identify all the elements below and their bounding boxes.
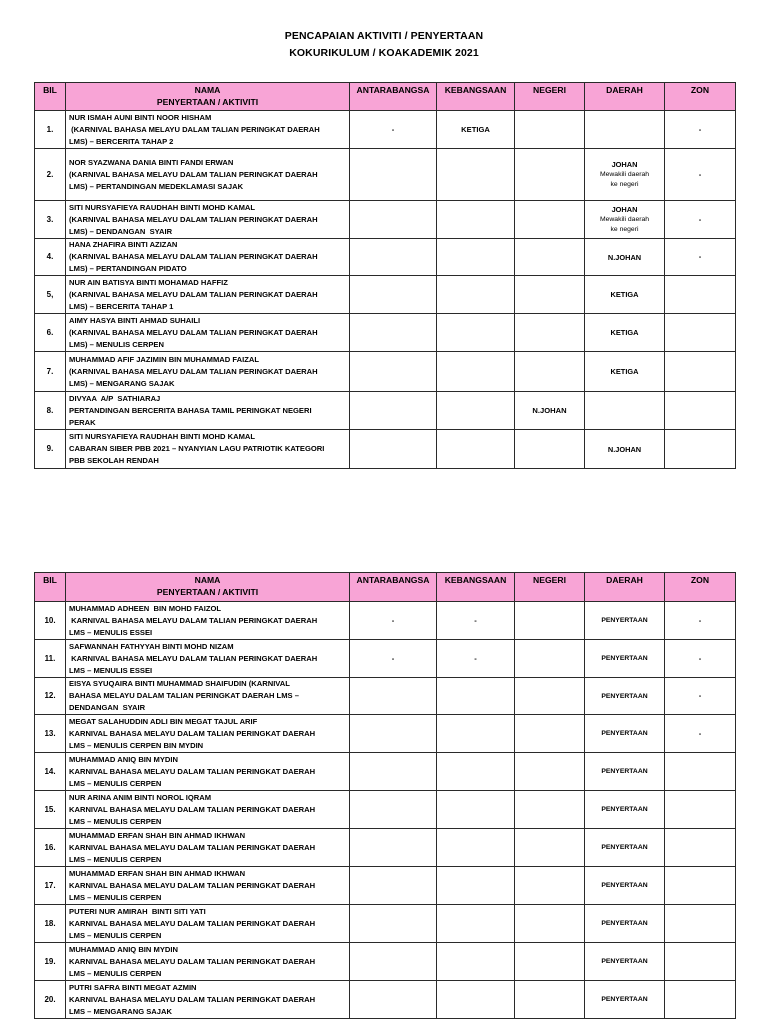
cell-antarabangsa xyxy=(350,829,437,867)
participant-line: HANA ZHAFIRA BINTI AZIZAN xyxy=(69,240,178,249)
cell-participant xyxy=(66,392,350,430)
participant-line: LMS – MENULIS CERPEN xyxy=(69,854,162,864)
table-row xyxy=(35,640,736,678)
column-header-zon: ZON xyxy=(665,573,736,602)
cell-participant xyxy=(66,602,350,640)
cell-negeri xyxy=(515,905,585,943)
cell-participant xyxy=(66,678,350,715)
participant-line: (KARNIVAL BAHASA MELAYU DALAM TALIAN PERINGKAT DAERAH xyxy=(69,124,320,134)
daerah-result: N.JOHAN xyxy=(607,252,642,262)
cell-bil: 17. xyxy=(35,867,66,905)
cell-negeri xyxy=(515,829,585,867)
participant-line: MUHAMMAD AFIF JAZIMIN BIN MUHAMMAD FAIZAL xyxy=(69,354,259,364)
cell-antarabangsa xyxy=(350,352,437,392)
daerah-note: ke negeri xyxy=(610,181,639,188)
cell-bil: 2. xyxy=(35,149,66,201)
cell-antarabangsa: - xyxy=(350,111,437,149)
cell-kebangsaan xyxy=(437,430,515,469)
cell-participant xyxy=(66,352,350,392)
participant-line: LMS) – BERCERITA TAHAP 2 xyxy=(69,136,174,146)
cell-bil: 7. xyxy=(35,352,66,392)
cell-bil: 1. xyxy=(35,111,66,149)
participant-line: (KARNIVAL BAHASA MELAYU DALAM TALIAN PERINGKAT DAERAH xyxy=(69,366,318,376)
column-header-nama xyxy=(66,83,350,111)
cell-kebangsaan xyxy=(437,239,515,276)
cell-zon xyxy=(665,943,736,981)
participant-line: (KARNIVAL BAHASA MELAYU DALAM TALIAN PERINGKAT DAERAH xyxy=(69,289,318,299)
cell-zon: - xyxy=(665,149,736,201)
cell-bil: 5, xyxy=(35,276,66,314)
participant-line: LMS – MENULIS ESSEI xyxy=(69,627,153,637)
cell-negeri xyxy=(515,276,585,314)
daerah-result: PENYERTAAN xyxy=(601,806,648,813)
participant-line: MUHAMMAD ANIQ BIN MYDIN xyxy=(69,944,178,954)
participant-line: KARNIVAL BAHASA MELAYU DALAM TALIAN PERINGKAT DAERAH xyxy=(69,653,318,663)
cell-antarabangsa xyxy=(350,981,437,1019)
cell-zon xyxy=(665,981,736,1019)
cell-negeri xyxy=(515,715,585,753)
column-header-nama xyxy=(66,573,350,602)
participant-line: (KARNIVAL BAHASA MELAYU DALAM TALIAN PERINGKAT DAERAH xyxy=(69,252,318,261)
cell-daerah xyxy=(585,640,665,678)
cell-antarabangsa xyxy=(350,715,437,753)
cell-antarabangsa xyxy=(350,905,437,943)
daerah-note: Mewakili daerah xyxy=(599,171,650,178)
participant-line: NUR AIN BATISYA BINTI MOHAMAD HAFFIZ xyxy=(69,277,228,287)
participant-line: KARNIVAL BAHASA MELAYU DALAM TALIAN PERINGKAT DAERAH xyxy=(69,880,316,890)
cell-daerah xyxy=(585,352,665,392)
cell-participant xyxy=(66,276,350,314)
cell-kebangsaan xyxy=(437,352,515,392)
cell-bil: 9. xyxy=(35,430,66,469)
participant-line: LMS – MENGARANG SAJAK xyxy=(69,1006,172,1016)
cell-negeri xyxy=(515,753,585,791)
cell-participant xyxy=(66,239,350,276)
table-row xyxy=(35,943,736,981)
participant-line: LMS) – MENGARANG SAJAK xyxy=(69,378,175,388)
document-title-line-2: KOKURIKULUM / KOAKADEMIK 2021 xyxy=(289,47,479,59)
cell-bil: 15. xyxy=(35,791,66,829)
participant-line: KARNIVAL BAHASA MELAYU DALAM TALIAN PERINGKAT DAERAH xyxy=(69,956,316,966)
cell-antarabangsa: - xyxy=(350,602,437,640)
participant-line: NUR ISMAH AUNI BINTI NOOR HISHAM xyxy=(69,112,212,122)
cell-participant xyxy=(66,981,350,1019)
cell-daerah xyxy=(585,239,665,276)
cell-antarabangsa xyxy=(350,943,437,981)
cell-kebangsaan xyxy=(437,715,515,753)
cell-bil: 4. xyxy=(35,239,66,276)
participant-line: LMS – MENULIS CERPEN xyxy=(69,930,162,940)
cell-bil: 14. xyxy=(35,753,66,791)
cell-daerah xyxy=(585,829,665,867)
participant-line: LMS – MENULIS CERPEN BIN MYDIN xyxy=(69,740,204,750)
cell-kebangsaan xyxy=(437,905,515,943)
cell-negeri xyxy=(515,640,585,678)
participant-line: PUTERI NUR AMIRAH BINTI SITI YATI xyxy=(69,906,206,916)
column-header-daerah: DAERAH xyxy=(585,83,665,111)
participant-line: KARNIVAL BAHASA MELAYU DALAM TALIAN PERINGKAT DAERAH xyxy=(69,804,316,814)
cell-participant xyxy=(66,149,350,201)
daerah-result: JOHAN xyxy=(611,205,638,214)
cell-negeri xyxy=(515,430,585,469)
cell-negeri xyxy=(515,352,585,392)
cell-daerah xyxy=(585,715,665,753)
cell-antarabangsa xyxy=(350,753,437,791)
column-header-nama-line-2: PENYERTAAN / AKTIVITI xyxy=(156,587,259,597)
participant-line: LMS) – PERTANDINGAN MEDEKLAMASI SAJAK xyxy=(69,181,244,191)
daerah-result: PENYERTAAN xyxy=(601,768,648,775)
cell-zon xyxy=(665,276,736,314)
participant-line: LMS – MENULIS CERPEN xyxy=(69,968,162,978)
participant-line: AIMY HASYA BINTI AHMAD SUHAILI xyxy=(69,315,201,325)
table-row xyxy=(35,867,736,905)
participant-line: LMS) – BERCERITA TAHAP 1 xyxy=(69,301,174,311)
participant-line: NUR ARINA ANIM BINTI NOROL IQRAM xyxy=(69,792,212,802)
daerah-result: PENYERTAAN xyxy=(601,692,648,700)
table-row xyxy=(35,352,736,392)
cell-daerah xyxy=(585,791,665,829)
participant-line: KARNIVAL BAHASA MELAYU DALAM TALIAN PERINGKAT DAERAH xyxy=(69,842,316,852)
table-row xyxy=(35,678,736,715)
cell-antarabangsa xyxy=(350,867,437,905)
cell-antarabangsa xyxy=(350,149,437,201)
cell-antarabangsa xyxy=(350,430,437,469)
table-row xyxy=(35,753,736,791)
participant-line: LMS) – PERTANDINGAN PIDATO xyxy=(69,264,187,273)
cell-kebangsaan xyxy=(437,829,515,867)
cell-negeri xyxy=(515,314,585,352)
cell-zon: - xyxy=(665,239,736,276)
participant-line: BAHASA MELAYU DALAM TALIAN PERINGKAT DAERAH LMS – xyxy=(69,691,299,700)
table-row xyxy=(35,905,736,943)
participant-line: LMS – MENULIS CERPEN xyxy=(69,816,162,826)
cell-negeri xyxy=(515,111,585,149)
cell-kebangsaan xyxy=(437,314,515,352)
cell-daerah xyxy=(585,678,665,715)
document-title xyxy=(0,28,768,62)
cell-kebangsaan xyxy=(437,867,515,905)
cell-kebangsaan xyxy=(437,981,515,1019)
participant-line: LMS – MENULIS CERPEN xyxy=(69,778,162,788)
cell-antarabangsa xyxy=(350,314,437,352)
table-row xyxy=(35,602,736,640)
achievement-table-2 xyxy=(34,572,736,1019)
cell-negeri xyxy=(515,201,585,239)
document-title-line-1: PENCAPAIAN AKTIVITI / PENYERTAAN xyxy=(284,30,484,42)
cell-zon xyxy=(665,905,736,943)
cell-kebangsaan xyxy=(437,201,515,239)
participant-line: MUHAMMAD ERFAN SHAH BIN AHMAD IKHWAN xyxy=(69,830,246,840)
cell-bil: 6. xyxy=(35,314,66,352)
cell-kebangsaan xyxy=(437,276,515,314)
cell-participant xyxy=(66,943,350,981)
column-header-antarabangsa: ANTARABANGSA xyxy=(350,573,437,602)
daerah-result: PENYERTAAN xyxy=(601,730,648,737)
column-header-negeri: NEGERI xyxy=(515,573,585,602)
participant-line: LMS – MENULIS ESSEI xyxy=(69,665,153,675)
cell-zon xyxy=(665,867,736,905)
table-header-row xyxy=(35,573,736,602)
column-header-antarabangsa: ANTARABANGSA xyxy=(350,83,437,111)
cell-daerah xyxy=(585,905,665,943)
table-row xyxy=(35,201,736,239)
cell-daerah xyxy=(585,201,665,239)
cell-daerah xyxy=(585,111,665,149)
table-row xyxy=(35,981,736,1019)
table-header-row xyxy=(35,83,736,111)
cell-bil: 8. xyxy=(35,392,66,430)
cell-participant xyxy=(66,791,350,829)
cell-bil: 10. xyxy=(35,602,66,640)
cell-zon xyxy=(665,392,736,430)
cell-negeri xyxy=(515,791,585,829)
cell-participant xyxy=(66,314,350,352)
daerah-result: PENYERTAAN xyxy=(601,844,648,851)
table-row xyxy=(35,111,736,149)
cell-participant xyxy=(66,867,350,905)
cell-bil: 19. xyxy=(35,943,66,981)
daerah-note: Mewakili daerah xyxy=(599,216,650,223)
table-row xyxy=(35,392,736,430)
cell-negeri: N.JOHAN xyxy=(515,392,585,430)
cell-negeri xyxy=(515,678,585,715)
participant-line: (KARNIVAL BAHASA MELAYU DALAM TALIAN PERINGKAT DAERAH xyxy=(69,169,318,179)
daerah-result: KETIGA xyxy=(610,290,639,299)
table-row xyxy=(35,829,736,867)
cell-negeri xyxy=(515,239,585,276)
cell-daerah xyxy=(585,149,665,201)
cell-participant xyxy=(66,715,350,753)
participant-line: CABARAN SIBER PBB 2021 – NYANYIAN LAGU PATRIOTIK KATEGORI xyxy=(69,444,325,453)
participant-line: KARNIVAL BAHASA MELAYU DALAM TALIAN PERINGKAT DAERAH xyxy=(69,615,318,625)
participant-line: LMS) – DENDANGAN SYAIR xyxy=(69,226,173,236)
cell-zon: - xyxy=(665,678,736,715)
daerah-result: PENYERTAAN xyxy=(601,655,648,662)
cell-participant xyxy=(66,430,350,469)
participant-line: EISYA SYUQAIRA BINTI MUHAMMAD SHAIFUDIN (KARNIVAL xyxy=(69,679,290,688)
cell-antarabangsa xyxy=(350,239,437,276)
cell-zon xyxy=(665,314,736,352)
cell-negeri xyxy=(515,943,585,981)
participant-line: DIVYAA A/P SATHIARAJ xyxy=(69,393,161,403)
column-header-kebangsaan: KEBANGSAAN xyxy=(437,83,515,111)
daerah-result: N.JOHAN xyxy=(607,444,642,454)
participant-line: SITI NURSYAFIEYA RAUDHAH BINTI MOHD KAMAL xyxy=(69,202,256,212)
cell-zon xyxy=(665,791,736,829)
participant-line: MUHAMMAD ERFAN SHAH BIN AHMAD IKHWAN xyxy=(69,868,246,878)
cell-kebangsaan xyxy=(437,791,515,829)
cell-kebangsaan xyxy=(437,149,515,201)
cell-negeri xyxy=(515,981,585,1019)
cell-kebangsaan xyxy=(437,678,515,715)
cell-kebangsaan: - xyxy=(437,640,515,678)
participant-line: LMS – MENULIS CERPEN xyxy=(69,892,162,902)
participant-line: (KARNIVAL BAHASA MELAYU DALAM TALIAN PERINGKAT DAERAH xyxy=(69,327,318,337)
daerah-result: JOHAN xyxy=(611,160,638,169)
daerah-result: PENYERTAAN xyxy=(601,617,648,624)
cell-negeri xyxy=(515,602,585,640)
column-header-bil: BIL xyxy=(35,573,66,602)
daerah-result: PENYERTAAN xyxy=(601,882,648,889)
cell-kebangsaan xyxy=(437,753,515,791)
daerah-result: KETIGA xyxy=(610,367,639,376)
participant-line: KARNIVAL BAHASA MELAYU DALAM TALIAN PERINGKAT DAERAH xyxy=(69,994,316,1004)
achievement-table-1 xyxy=(34,82,736,469)
cell-bil: 12. xyxy=(35,678,66,715)
daerah-result: PENYERTAAN xyxy=(601,958,648,965)
cell-daerah xyxy=(585,392,665,430)
cell-participant xyxy=(66,753,350,791)
daerah-result: PENYERTAAN xyxy=(601,920,648,927)
cell-daerah xyxy=(585,753,665,791)
participant-line: MUHAMMAD ANIQ BIN MYDIN xyxy=(69,754,178,764)
table-row xyxy=(35,791,736,829)
column-header-bil: BIL xyxy=(35,83,66,111)
participant-line: DENDANGAN SYAIR xyxy=(69,703,146,712)
cell-participant xyxy=(66,905,350,943)
cell-participant xyxy=(66,111,350,149)
cell-daerah xyxy=(585,867,665,905)
cell-daerah xyxy=(585,943,665,981)
cell-antarabangsa xyxy=(350,392,437,430)
participant-line: PERTANDINGAN BERCERITA BAHASA TAMIL PERINGKAT NEGERI xyxy=(69,405,312,415)
participant-line: (KARNIVAL BAHASA MELAYU DALAM TALIAN PERINGKAT DAERAH xyxy=(69,214,318,224)
cell-bil: 13. xyxy=(35,715,66,753)
cell-daerah xyxy=(585,981,665,1019)
cell-antarabangsa xyxy=(350,201,437,239)
cell-daerah xyxy=(585,276,665,314)
table-row xyxy=(35,276,736,314)
participant-line: SITI NURSYAFIEYA RAUDHAH BINTI MOHD KAMAL xyxy=(69,432,256,441)
table-row xyxy=(35,715,736,753)
cell-negeri xyxy=(515,149,585,201)
participant-line: MEGAT SALAHUDDIN ADLI BIN MEGAT TAJUL ARIF xyxy=(69,716,258,726)
participant-line: LMS) – MENULIS CERPEN xyxy=(69,339,164,349)
cell-bil: 3. xyxy=(35,201,66,239)
table-row xyxy=(35,239,736,276)
participant-line: PERAK xyxy=(69,417,96,427)
cell-zon: - xyxy=(665,201,736,239)
cell-kebangsaan: KETIGA xyxy=(437,111,515,149)
cell-zon xyxy=(665,430,736,469)
cell-daerah xyxy=(585,602,665,640)
cell-bil: 18. xyxy=(35,905,66,943)
cell-participant xyxy=(66,829,350,867)
cell-daerah xyxy=(585,314,665,352)
cell-antarabangsa xyxy=(350,791,437,829)
participant-line: NOR SYAZWANA DANIA BINTI FANDI ERWAN xyxy=(69,157,234,167)
daerah-result: PENYERTAAN xyxy=(601,996,648,1003)
cell-zon xyxy=(665,352,736,392)
column-header-zon: ZON xyxy=(665,83,736,111)
cell-zon: - xyxy=(665,640,736,678)
daerah-result: KETIGA xyxy=(610,328,639,337)
cell-zon: - xyxy=(665,715,736,753)
cell-zon: - xyxy=(665,111,736,149)
cell-zon xyxy=(665,829,736,867)
participant-line: SAFWANNAH FATHYYAH BINTI MOHD NIZAM xyxy=(69,641,234,651)
cell-zon xyxy=(665,753,736,791)
column-header-daerah: DAERAH xyxy=(585,573,665,602)
column-header-kebangsaan: KEBANGSAAN xyxy=(437,573,515,602)
cell-kebangsaan xyxy=(437,943,515,981)
cell-kebangsaan xyxy=(437,392,515,430)
cell-bil: 20. xyxy=(35,981,66,1019)
participant-line: KARNIVAL BAHASA MELAYU DALAM TALIAN PERINGKAT DAERAH xyxy=(69,918,316,928)
daerah-note: ke negeri xyxy=(610,226,639,233)
cell-participant xyxy=(66,640,350,678)
table-row xyxy=(35,430,736,469)
table-row xyxy=(35,314,736,352)
column-header-negeri: NEGERI xyxy=(515,83,585,111)
cell-participant xyxy=(66,201,350,239)
column-header-nama-line-1: NAMA xyxy=(194,575,221,585)
cell-zon: - xyxy=(665,602,736,640)
participant-line: MUHAMMAD ADHEEN BIN MOHD FAIZOL xyxy=(69,603,222,613)
cell-antarabangsa: - xyxy=(350,640,437,678)
participant-line: KARNIVAL BAHASA MELAYU DALAM TALIAN PERINGKAT DAERAH xyxy=(69,728,316,738)
participant-line: PUTRI SAFRA BINTI MEGAT AZMIN xyxy=(69,982,197,992)
participant-line: PBB SEKOLAH RENDAH xyxy=(69,456,159,465)
cell-antarabangsa xyxy=(350,276,437,314)
column-header-nama-line-2: PENYERTAAN / AKTIVITI xyxy=(156,97,259,107)
cell-bil: 11. xyxy=(35,640,66,678)
table-row xyxy=(35,149,736,201)
cell-negeri xyxy=(515,867,585,905)
cell-daerah xyxy=(585,430,665,469)
cell-kebangsaan: - xyxy=(437,602,515,640)
participant-line: KARNIVAL BAHASA MELAYU DALAM TALIAN PERINGKAT DAERAH xyxy=(69,766,316,776)
cell-antarabangsa xyxy=(350,678,437,715)
column-header-nama-line-1: NAMA xyxy=(194,85,221,95)
cell-bil: 16. xyxy=(35,829,66,867)
